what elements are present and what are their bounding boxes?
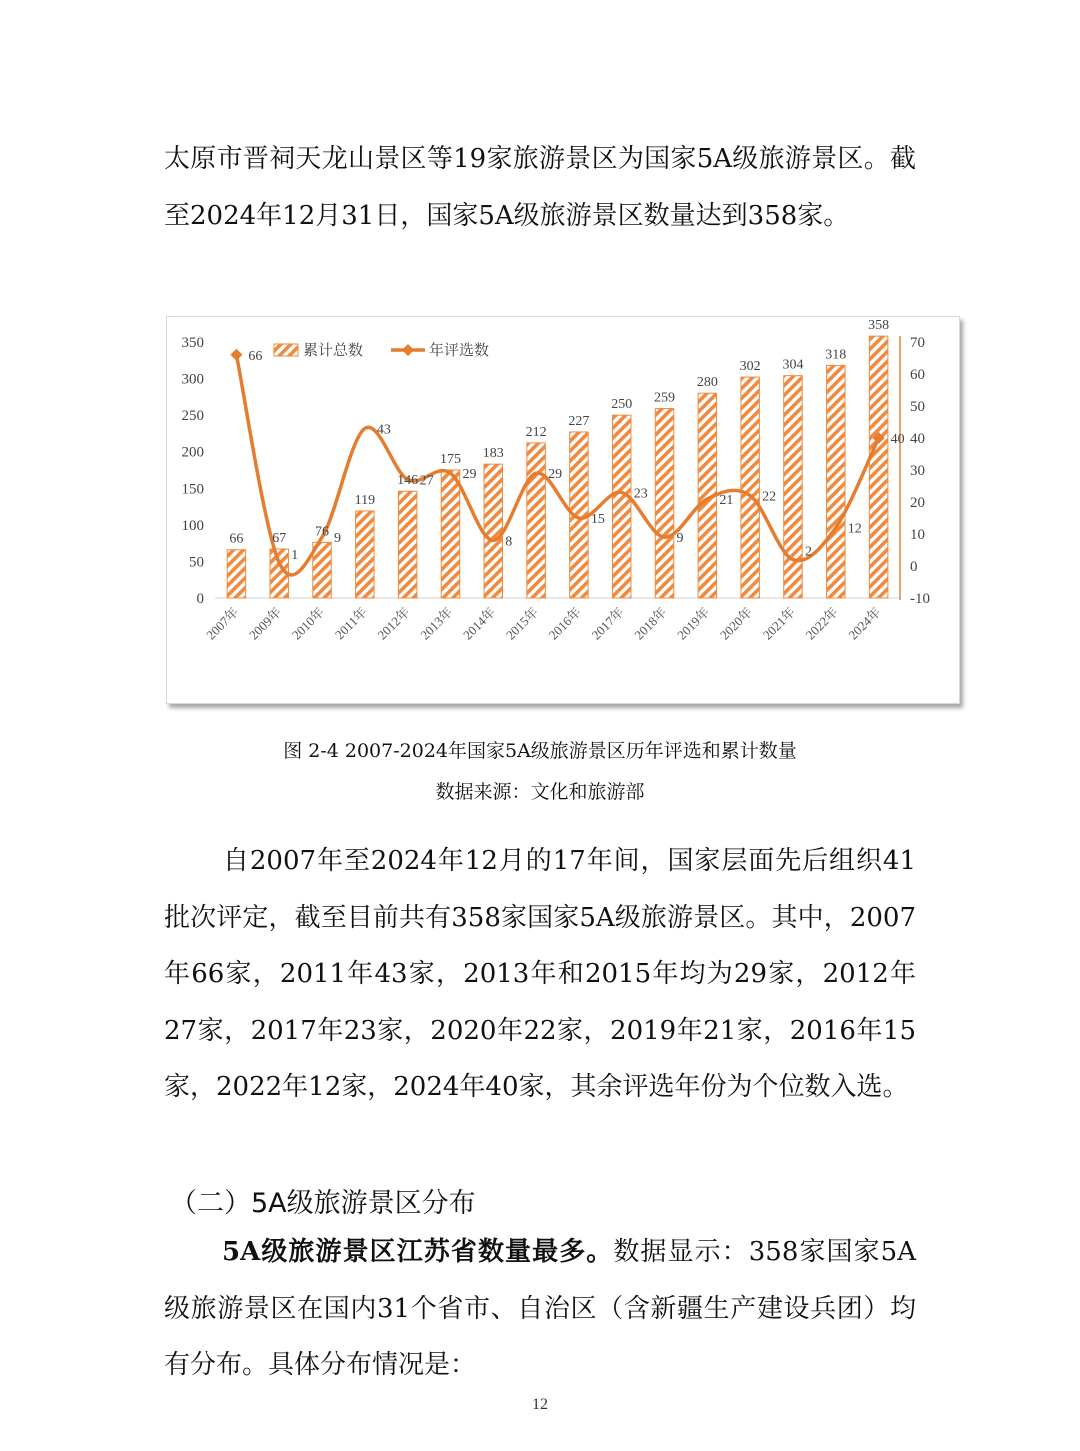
bar (612, 415, 631, 598)
line-data-label: 15 (590, 512, 605, 527)
left-tick-label: 0 (196, 591, 204, 607)
legend-bar-label: 累计总数 (303, 341, 364, 359)
bar-data-label: 280 (696, 375, 718, 391)
figure-caption: 图 2-4 2007-2024年国家5A级旅游景区历年评选和累计数量 (283, 740, 797, 762)
line-data-label: 43 (376, 422, 391, 438)
chart-container (166, 316, 960, 704)
bar (484, 464, 503, 598)
line-data-label: 40 (890, 432, 905, 447)
x-tick-label: 2017年 (588, 604, 627, 643)
bar (741, 377, 760, 598)
bar-data-label: 358 (868, 318, 890, 334)
legend-line-label: 年评选数 (429, 341, 490, 359)
bar (227, 550, 246, 598)
line-data-label: 22 (762, 489, 777, 505)
bar-data-label: 318 (825, 347, 847, 363)
left-tick-label: 300 (181, 371, 204, 388)
bar (527, 443, 546, 598)
combo-chart (167, 317, 959, 703)
line-data-label: 66 (248, 348, 263, 364)
x-tick-label: 2014年 (460, 604, 499, 643)
line-data-label: 2 (804, 544, 812, 560)
right-tick-label: 40 (910, 431, 925, 447)
bar (441, 470, 460, 598)
page-number: 12 (532, 1396, 548, 1413)
bar-data-label: 259 (654, 390, 676, 406)
right-tick-label: -10 (910, 591, 930, 607)
line-data-label: 1 (291, 547, 299, 563)
x-tick-label: 2022年 (802, 604, 841, 643)
legend-bar-swatch (274, 344, 298, 356)
bar-data-label: 146 (397, 473, 419, 489)
bar (356, 511, 375, 598)
chart-legend (274, 341, 489, 359)
x-tick-label: 2013年 (417, 604, 456, 643)
left-tick-label: 200 (181, 444, 204, 461)
bar-data-label: 175 (439, 452, 461, 467)
body-paragraph (164, 833, 916, 1116)
line-data-label: 21 (719, 492, 734, 508)
x-tick-label: 2009年 (245, 604, 285, 643)
bar-data-label: 76 (315, 524, 330, 540)
x-tick-label: 2015年 (502, 604, 542, 643)
x-tick-label: 2016年 (545, 604, 584, 643)
x-tick-label: 2011年 (331, 604, 370, 643)
section-heading: （二）5A级旅游景区分布 (170, 1188, 476, 1219)
right-tick-label: 50 (910, 399, 925, 415)
line-data-label: 8 (505, 534, 513, 550)
x-tick-label: 2019年 (674, 604, 713, 643)
left-tick-label: 150 (181, 481, 204, 498)
distribution-paragraph (164, 1224, 916, 1394)
line-data-label: 9 (334, 531, 342, 547)
intro-paragraph: 太原市晋祠天龙山景区等19家旅游景区为国家5A级旅游景区。截至2024年12月31日，国家5A级旅游景区数量达到358家。 (164, 144, 916, 231)
line-data-label: 29 (462, 467, 477, 483)
bar (398, 491, 417, 598)
bar-data-label: 67 (272, 530, 287, 546)
bar (655, 409, 674, 598)
right-tick-label: 0 (910, 559, 918, 575)
left-tick-label: 350 (181, 335, 204, 351)
figure-source: 数据来源：文化和旅游部 (435, 781, 645, 803)
bar-data-label: 304 (782, 357, 804, 373)
left-tick-label: 50 (189, 554, 204, 571)
line-data-label: 9 (676, 531, 684, 547)
left-tick-label: 100 (181, 517, 204, 534)
bar (869, 336, 888, 598)
line-point (230, 349, 242, 361)
x-tick-label: 2021年 (759, 604, 798, 643)
line-data-label: 12 (847, 521, 862, 537)
bar-data-label: 183 (482, 446, 504, 462)
bar-data-label: 227 (568, 413, 590, 429)
right-tick-label: 60 (910, 367, 925, 383)
x-tick-label: 2010年 (288, 604, 327, 643)
distribution-text: 数据显示：358家国家5A级旅游景区在国内31个省市、自治区（含新疆生产建设兵团）均有分布。具体分布情况是： (164, 1237, 917, 1380)
x-tick-label: 2024年 (845, 604, 884, 643)
bar (827, 365, 846, 598)
right-tick-label: 20 (910, 495, 925, 511)
distribution-lead: 5A级旅游景区江苏省数量最多。 (222, 1237, 614, 1267)
bar-data-label: 302 (739, 359, 761, 375)
x-tick-label: 2007年 (203, 604, 242, 643)
bar-data-label: 66 (229, 531, 244, 547)
right-tick-label: 70 (910, 335, 925, 351)
right-tick-label: 10 (910, 527, 925, 543)
x-tick-label: 2020年 (716, 604, 756, 643)
line-data-label: 27 (419, 473, 434, 489)
x-tick-label: 2018年 (631, 604, 670, 643)
bar-data-label: 250 (611, 397, 633, 413)
legend-line-marker (402, 344, 414, 356)
line-data-label: 29 (548, 467, 563, 483)
bar-data-label: 212 (525, 424, 547, 440)
bar-data-label: 119 (354, 492, 376, 508)
x-tick-label: 2012年 (374, 604, 413, 643)
line-data-label: 23 (633, 486, 648, 502)
series-line (236, 355, 878, 575)
bar (784, 376, 803, 598)
body-paragraph-text: 自2007年至2024年12月的17年间，国家层面先后组织41批次评定，截至目前共有358家国家5A级旅游景区。其中，2007年66家，2011年43家，2013年和2015年均为29家，2012年27家，2017年23家，2020年22家，2019年21家，2016年15家，2022年12家，2024年40家，其余评选年份为个位数入选。 (164, 846, 916, 1102)
right-tick-label: 30 (910, 463, 925, 479)
left-tick-label: 250 (181, 408, 204, 425)
